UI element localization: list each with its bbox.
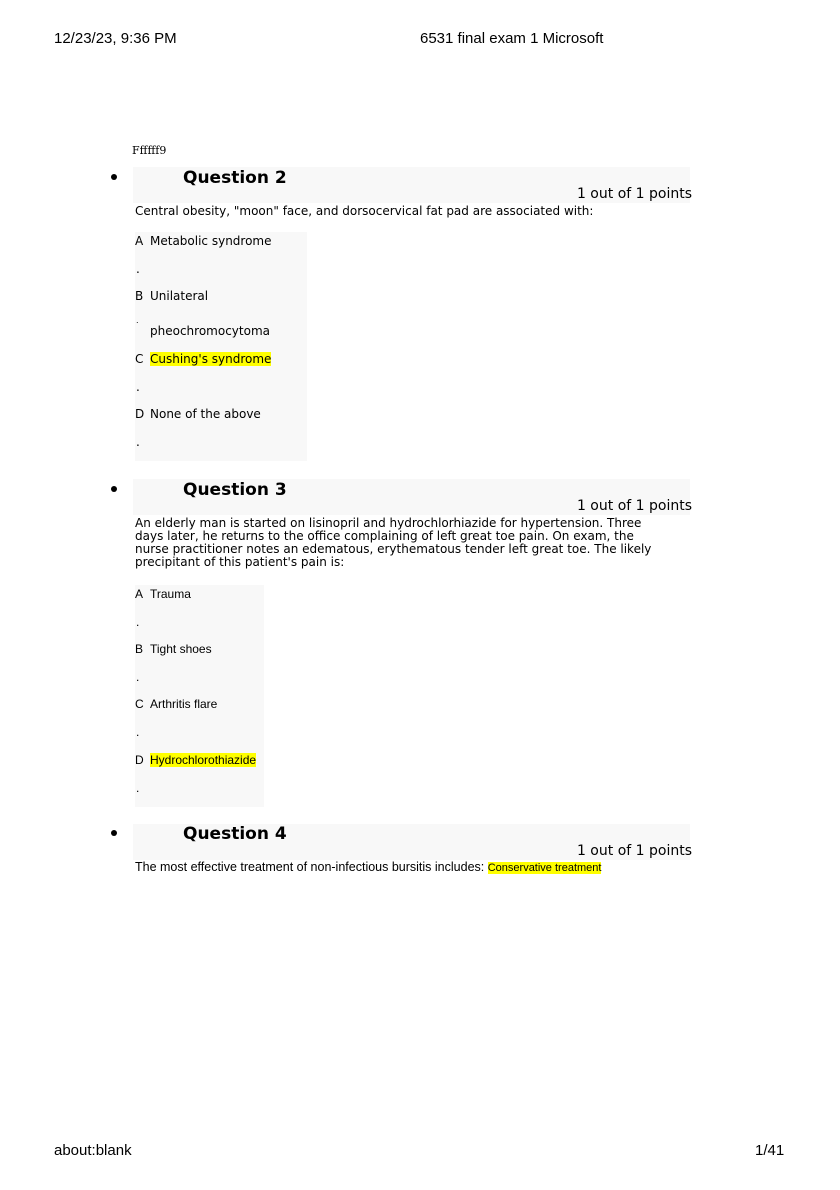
option-text: Arthritis flare [150, 697, 218, 711]
question-title: Question 4 [183, 824, 287, 844]
top-label: Ffffff9 [132, 144, 167, 157]
option-text: None of the above [150, 407, 261, 421]
document-title: 6531 final exam 1 Microsoft [420, 30, 604, 47]
bullet [111, 486, 117, 492]
option-text-selected: Cushing's syndrome [150, 352, 272, 366]
question-text-body: The most effective treatment of non-infectious bursitis includes: [135, 860, 485, 874]
question-text [135, 861, 695, 875]
option-letter: D [135, 753, 144, 767]
page-number: 1/41 [755, 1142, 785, 1159]
option-dot: . [136, 380, 140, 394]
option-text-selected: Hydrochlorothiazide [150, 753, 257, 767]
option-dot: . [136, 670, 140, 684]
option-letter: B [135, 642, 144, 656]
bullet [111, 174, 117, 180]
option-letter: C [135, 352, 144, 366]
option-dot: . [136, 435, 140, 449]
option-text: pheochromocytoma [150, 324, 270, 338]
question-points: 1 out of 1 points [576, 186, 692, 202]
question-title: Question 3 [183, 480, 287, 500]
option-dot: . [136, 725, 140, 739]
question-points: 1 out of 1 points [576, 843, 692, 859]
answer-options [135, 585, 264, 807]
answer-selected: Conservative treatment [487, 862, 602, 874]
question-points: 1 out of 1 points [576, 498, 692, 514]
option-dot: . [136, 781, 140, 795]
question-text: An elderly man is started on lisinopril and hydrochlorhiazide for hypertension. Three days later, he returns to the office complaining of left great toe pain. On exam, the nurse practitioner notes an edematous, erythematous tender left great toe. The likely precipitant of this patient's pain is: [135, 516, 652, 569]
option-letter: B [135, 289, 144, 303]
bullet [111, 830, 117, 836]
option-text: Tight shoes [150, 642, 212, 656]
option-dot: . [136, 316, 139, 325]
print-datetime: 12/23/23, 9:36 PM [54, 30, 177, 47]
page-url: about:blank [54, 1142, 132, 1159]
option-letter: A [135, 234, 144, 248]
question-title: Question 2 [183, 168, 287, 188]
option-dot: . [136, 615, 140, 629]
option-letter: D [135, 407, 145, 421]
option-text: Metabolic syndrome [150, 234, 272, 248]
answer-options [135, 232, 307, 461]
option-text: Unilateral [150, 289, 209, 303]
question-text: Central obesity, "moon" face, and dorsocervical fat pad are associated with: [135, 204, 594, 218]
option-text: Trauma [150, 587, 191, 601]
option-letter: A [135, 587, 144, 601]
option-letter: C [135, 697, 144, 711]
option-dot: . [136, 262, 140, 276]
